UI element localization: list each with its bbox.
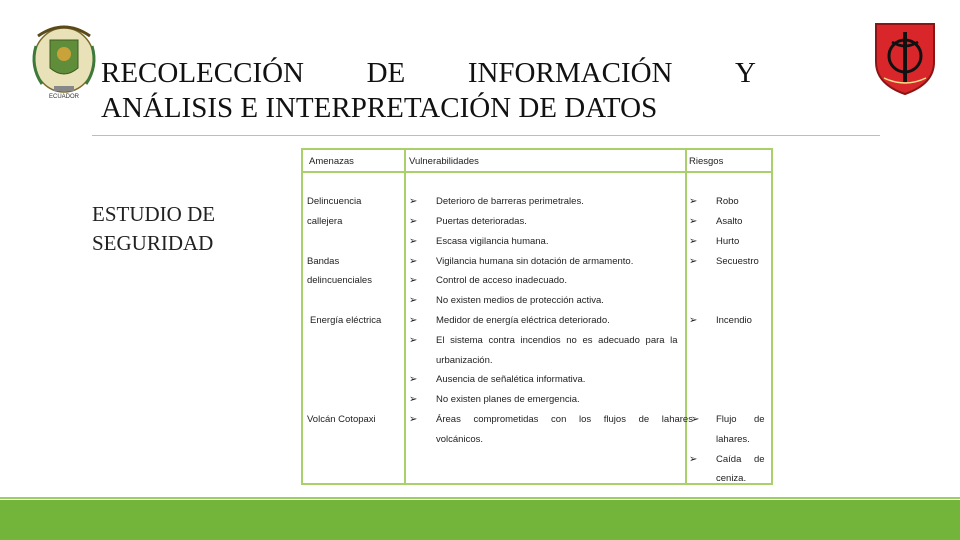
vulnerabilidad-item: Áreas comprometidas con los flujos de lahares	[436, 414, 693, 425]
bullet-arrow-icon: ➢	[689, 216, 698, 227]
amenaza-item: Delincuencia	[307, 196, 362, 207]
bullet-arrow-icon: ➢	[409, 236, 418, 247]
bullet-arrow-icon: ➢	[409, 216, 418, 227]
vulnerabilidad-item: No existen medios de protección activa.	[436, 295, 604, 306]
riesgo-item: Robo	[716, 196, 739, 207]
title-divider	[92, 135, 880, 136]
red-shield-logo	[870, 18, 940, 96]
amenaza-item: Volcán Cotopaxi	[307, 414, 376, 425]
table-column-divider	[685, 150, 687, 483]
vulnerabilidad-item: urbanización.	[436, 355, 493, 366]
footer-accent-line	[0, 497, 960, 499]
section-label-line-1: ESTUDIO DE	[92, 202, 216, 226]
amenaza-item: Energía eléctrica	[310, 315, 382, 326]
amenaza-item: delincuenciales	[307, 275, 372, 286]
bullet-arrow-icon: ➢	[409, 256, 418, 267]
bullet-arrow-icon: ➢	[689, 196, 698, 207]
riesgo-item: lahares.	[716, 434, 750, 445]
bullet-arrow-icon: ➢	[689, 454, 698, 465]
bullet-arrow-icon: ➢	[409, 374, 418, 385]
title-word: RECOLECCIÓN	[101, 57, 304, 89]
bullet-arrow-icon: ➢	[689, 236, 698, 247]
vulnerabilidad-item: El sistema contra incendios no es adecuado para la	[436, 335, 678, 346]
vulnerabilidad-item: Escasa vigilancia humana.	[436, 236, 549, 247]
vulnerabilidad-item: Vigilancia humana sin dotación de armamento.	[436, 256, 634, 267]
vulnerabilidad-item: No existen planes de emergencia.	[436, 394, 580, 405]
bullet-arrow-icon: ➢	[691, 414, 700, 425]
table-header-divider	[303, 171, 771, 173]
bullet-arrow-icon: ➢	[409, 414, 418, 425]
header-riesgos: Riesgos	[689, 156, 724, 167]
header-amenazas: Amenazas	[309, 156, 354, 167]
coat-of-arms-logo	[24, 16, 104, 100]
title-line-1	[101, 56, 756, 91]
bullet-arrow-icon: ➢	[409, 196, 418, 207]
bullet-arrow-icon: ➢	[409, 394, 418, 405]
amenaza-item: callejera	[307, 216, 343, 227]
vulnerabilidad-item: Control de acceso inadecuado.	[436, 275, 567, 286]
riesgo-item: Caída	[716, 454, 742, 465]
section-label	[92, 200, 272, 258]
riesgo-item: Secuestro	[716, 256, 759, 267]
left-logo-text: ECUADOR	[48, 94, 80, 100]
bullet-arrow-icon: ➢	[409, 315, 418, 326]
amenaza-item: Bandas	[307, 256, 340, 267]
title-word: DE	[366, 57, 406, 89]
vulnerabilidad-item: Deterioro de barreras perimetrales.	[436, 196, 584, 207]
riesgo-item: Incendio	[716, 315, 752, 326]
riesgo-item: de	[754, 454, 765, 465]
vulnerabilidad-item: Ausencia de señalética informativa.	[436, 374, 586, 385]
title-word: INFORMACIÓN	[467, 57, 673, 89]
page-title	[101, 56, 756, 126]
bullet-arrow-icon: ➢	[409, 275, 418, 286]
section-label-line-2: SEGURIDAD	[92, 231, 214, 255]
vulnerabilidad-item: volcánicos.	[436, 434, 483, 445]
vulnerabilidad-item: Medidor de energía eléctrica deteriorado.	[436, 315, 610, 326]
bullet-arrow-icon: ➢	[409, 335, 418, 346]
table-column-divider	[404, 150, 406, 483]
footer-bar	[0, 500, 960, 540]
riesgo-item: Hurto	[716, 236, 740, 247]
title-line-2: ANÁLISIS E INTERPRETACIÓN DE DATOS	[101, 92, 658, 124]
title-word: Y	[735, 57, 756, 89]
header-vulnerabilidades: Vulnerabilidades	[409, 156, 479, 167]
riesgo-item: Asalto	[716, 216, 743, 227]
security-table	[301, 148, 773, 485]
riesgo-item: de	[754, 414, 765, 425]
vulnerabilidad-item: Puertas deterioradas.	[436, 216, 527, 227]
bullet-arrow-icon: ➢	[689, 256, 698, 267]
riesgo-item: Flujo	[716, 414, 737, 425]
bullet-arrow-icon: ➢	[409, 295, 418, 306]
riesgo-item: ceniza.	[716, 473, 747, 484]
bullet-arrow-icon: ➢	[689, 315, 698, 326]
